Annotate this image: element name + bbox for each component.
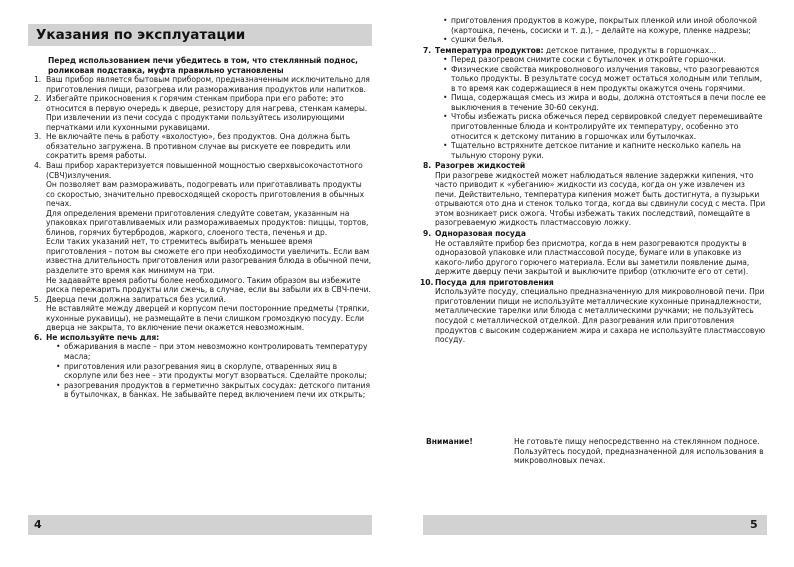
attention-label: Внимание!	[426, 437, 473, 446]
bullet-item: • приготовления продуктов в кожуре, покрытых пленкой или иной оболочкой (картошка, печень, сосиски и т. д.), – делайте на кожуре, пленке надрезы;	[443, 16, 767, 35]
item-number: 10.	[420, 277, 434, 287]
item-paragraph: Не задавайте время работы более необходимого. Таким образом вы избежите риска пережарить продукты или сжечь, в случае, если вы забыли их в СВЧ-печи.	[46, 275, 371, 295]
item-number: 1.	[34, 75, 42, 85]
item-number: 8.	[423, 161, 432, 171]
list-item	[34, 75, 372, 94]
page-number: 4	[34, 518, 42, 531]
attention-text: Не готовьте пищу непосредственно на стеклянном подносе. Пользуйтесь посудой, предназначенной для использования в микроволновых печах.	[514, 437, 764, 466]
item-text: При разогреве жидкостей может наблюдаться явление задержки кипения, что часто приводит к «убеганию» жидкости из сосуда, когда он уже извлечен из печи. Действительно, температура кипения может быть достигнута, а пузырьки отрываются ото дна и стенок только тогда, когда вы сдвинули сосуд с места. При этом возникает риск ожога. Чтобы избежать таких последствий, помещайте в разогреваемую жидкость пластмассовую ложку.	[435, 170, 766, 228]
item-text: Дверца печи должна запираться без усилий.	[46, 294, 226, 304]
bullet-item: • Чтобы избежать риска обжечься перед сервировкой следует перемешивайте приготовленные блюда и контролируйте их температуру, особенно это относится к детскому питанию в горшочках или бутылочках.	[443, 112, 767, 141]
list-item	[34, 94, 372, 132]
item-text: Избегайте прикосновения к горячим стенкам прибора при его работе: это относится в первую очередь к дверце, резистору для нагрева, стенкам камеры. При извлечении из печи сосуда с продуктами пользуйтесь изолирующими перчатками или кухонными рукавицами.	[46, 94, 368, 132]
list-item	[423, 229, 767, 277]
list-item	[34, 132, 372, 161]
bullet-item: • сушки белья.	[443, 35, 767, 45]
bullet-item: • Физические свойства микроволнового излучения таковы, что разогреваются только продукты. В результате сосуд может остаться холодным или теплым, в то время как содержащиеся в нем продукты окажутся очень горячими.	[443, 65, 767, 94]
item-text: Ваш прибор характеризуется повышенной мощностью сверхвысокочастотного (СВЧ)излучения.	[46, 161, 363, 180]
footer-bar	[423, 515, 767, 535]
item-heading: Не используйте печь для:	[46, 332, 160, 342]
bullet-item: • разогревания продуктов в герметично закрытых сосудах: детского питания в бутылочках, в банках. Не забывайте перед включением печи их открыть;	[56, 381, 372, 400]
item-text: детское питание, продукты в горшочках...	[545, 45, 717, 55]
bullet-item: • Перед разогревом снимите соски с бутылочек и откройте горшочки.	[443, 55, 767, 65]
page-title: Указания по эксплуатации	[36, 27, 246, 43]
item-heading: Разогрев жидкостей	[435, 161, 526, 171]
list-item	[423, 161, 767, 228]
page-number: 5	[750, 518, 758, 531]
list-item	[34, 161, 372, 295]
right-page	[397, 0, 794, 567]
bullet-item: • Пища, содержащая смесь из жира и воды, должна отстояться в печи после ее выключения в течение 30-60 секунд.	[443, 93, 767, 112]
item-number: 6.	[34, 332, 43, 342]
item-heading: Одноразовая посуда	[435, 229, 526, 239]
right-column	[420, 16, 767, 345]
item-number: 2.	[34, 94, 42, 104]
bullet-item: • Тщательно встряхните детское питание и капните несколько капель на тыльную сторону руки.	[443, 141, 767, 160]
list-item	[420, 277, 767, 345]
item-paragraph: Он позволяет вам размораживать, подогревать или приготавливать продукты со скоростью, значительно превосходящей скорость приготовления в обычных печах.	[46, 180, 365, 209]
footer-bar	[28, 515, 372, 535]
item-text: Не включайте печь в работу «вхолостую», без продуктов. Она должна быть обязательно загружена. В противном случае вы рискуете ее повредить или сократить время работы.	[46, 132, 351, 161]
item-paragraph: Не вставляйте между дверцей и корпусом печи посторонние предметы (тряпки, кухонные рукавицы), не размещайте в печи слишком громоздкую посуду. Если дверца не закрыта, то включение печи окажется невозможным.	[46, 304, 370, 333]
item-number: 3.	[34, 132, 42, 142]
list-item	[34, 333, 372, 400]
item-number: 7.	[423, 45, 432, 55]
item-paragraph: Для определения времени приготовления следуйте советам, указанным на упаковках приготавливаемых или размораживаемых продуктов: пиццы, тортов, блинов, горячих бутербродов, жаркого, слоеного теста, печенья и др.	[46, 208, 369, 237]
item-number: 9.	[423, 229, 432, 239]
item-number: 5.	[34, 294, 42, 304]
item-text: Используйте посуду, специально предназначенную для микроволновой печи. При приготовлении пищи не используйте металлические кухонные принадлежности, металлические тарелки или блюда с металлическими ручками; не пользуйтесь посудой с металлической отделкой. Для разогревания или приготовления продуктов с высоким содержанием жира и сахара не используйте пластмассовую посуду.	[435, 287, 766, 345]
list-item	[34, 295, 372, 333]
item-text: Не оставляйте прибор без присмотра, когда в нем разогреваются продукты в одноразовой упаковке или пластмассовой посуде, бумаге или в упаковке из какого-либо другого горючего материала. Если вы заметили появление дыма, держите дверцу печи закрытой и выключите прибор (отключите его от сети).	[435, 238, 750, 277]
intro-text: Перед использованием печи убедитесь в том, что стеклянный поднос, роликовая подставка, муфта правильно установлены	[48, 56, 359, 75]
left-column	[34, 56, 372, 400]
list-item	[423, 46, 767, 56]
item-heading: Температура продуктов:	[435, 45, 544, 55]
bullet-item: • приготовления или разогревания яиц в скорлупе, отваренных яиц в скорлупе или без нее – эти продукты могут взорваться. Сделайте проколы;	[56, 362, 372, 381]
item-heading: Посуда для приготовления	[435, 277, 554, 287]
bullet-item: • обжаривания в маспе – при этом невозможно контролировать температуру масла;	[56, 342, 372, 361]
item-paragraph: Если таких указаний нет, то стремитесь выбирать меньшее время приготовления – потом вы сможете его при необходимости увеличить. Если вам известна длительность приготовления или разогревания блюда в обычной печи, разделите это время как минимум на три.	[46, 237, 372, 276]
item-text: Ваш прибор является бытовым прибором, предназначенным исключительно для приготовления пищи, разогрева или размораживания продуктов или напитков.	[46, 75, 370, 94]
item-number: 4.	[34, 161, 42, 171]
